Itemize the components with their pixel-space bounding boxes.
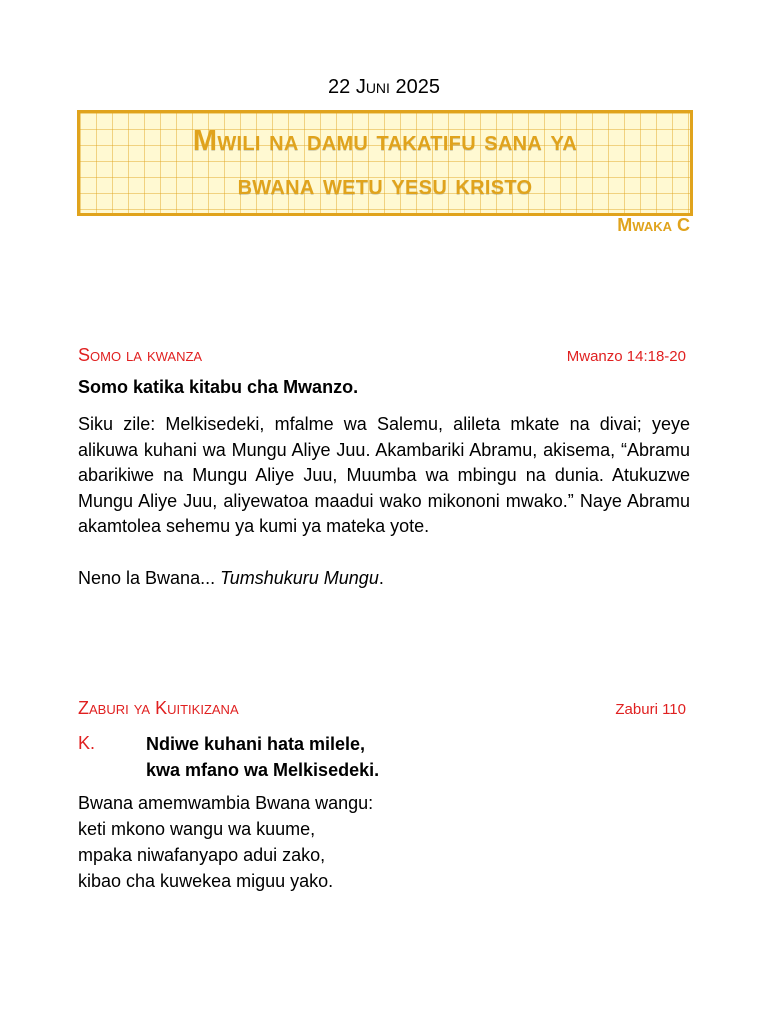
acclamation-lead: Neno la Bwana...	[78, 568, 221, 588]
liturgical-year: Mwaka C	[617, 215, 690, 235]
acclamation-response: Tumshukuru Mungu	[220, 568, 379, 588]
psalm-header	[78, 698, 686, 719]
first-reading-header	[78, 345, 686, 366]
verse-line: Bwana amemwambia Bwana wangu:	[78, 793, 374, 813]
verse-line: mpaka niwafanyapo adui zako,	[78, 845, 326, 865]
first-reading-acclamation	[78, 568, 384, 589]
first-reading-reference: Mwanzo 14:18-20	[566, 348, 686, 365]
page-title	[193, 119, 577, 207]
psalm-reference: Zaburi 110	[615, 701, 686, 718]
acclamation-end: .	[378, 568, 384, 588]
first-reading-text: Siku zile: Melkisedeki, mfalme wa Salemu, alileta mkate na divai; yeye alikuwa kuhani wa Mungu Aliye Juu. Akambariki Abramu, akisema, “Abramu abarikiwe na Mungu Aliye Juu, Muumba wa mbingu na dunia. Atukuzwe Mungu Aliye Juu, aliyewatoa maadui wako mikononi mwako.” Naye Abramu akamtolea sehemu ya kumi ya mateka yote.	[78, 414, 690, 536]
title-banner	[77, 110, 693, 216]
psalm-heading: Zaburi ya Kuitikizana	[78, 698, 239, 718]
response-line-2: kwa mfano wa Melkisedeki.	[146, 760, 380, 780]
date: 22 Juni 2025	[328, 76, 440, 98]
verse-line: keti mkono wangu wa kuume,	[78, 819, 316, 839]
verse-line: kibao cha kuwekea miguu yako.	[78, 871, 334, 891]
psalm-response	[146, 731, 379, 783]
response-label: K.	[78, 733, 96, 753]
first-reading-intro: Somo katika kitabu cha Mwanzo.	[78, 377, 359, 397]
first-reading-heading: Somo la kwanza	[78, 345, 203, 365]
psalm-verse	[78, 790, 373, 894]
response-line-1: Ndiwe kuhani hata milele,	[146, 734, 366, 754]
title-line-1: Mwili na damu takatifu sana ya	[192, 125, 578, 157]
title-line-2: bwana wetu yesu kristo	[237, 169, 533, 201]
